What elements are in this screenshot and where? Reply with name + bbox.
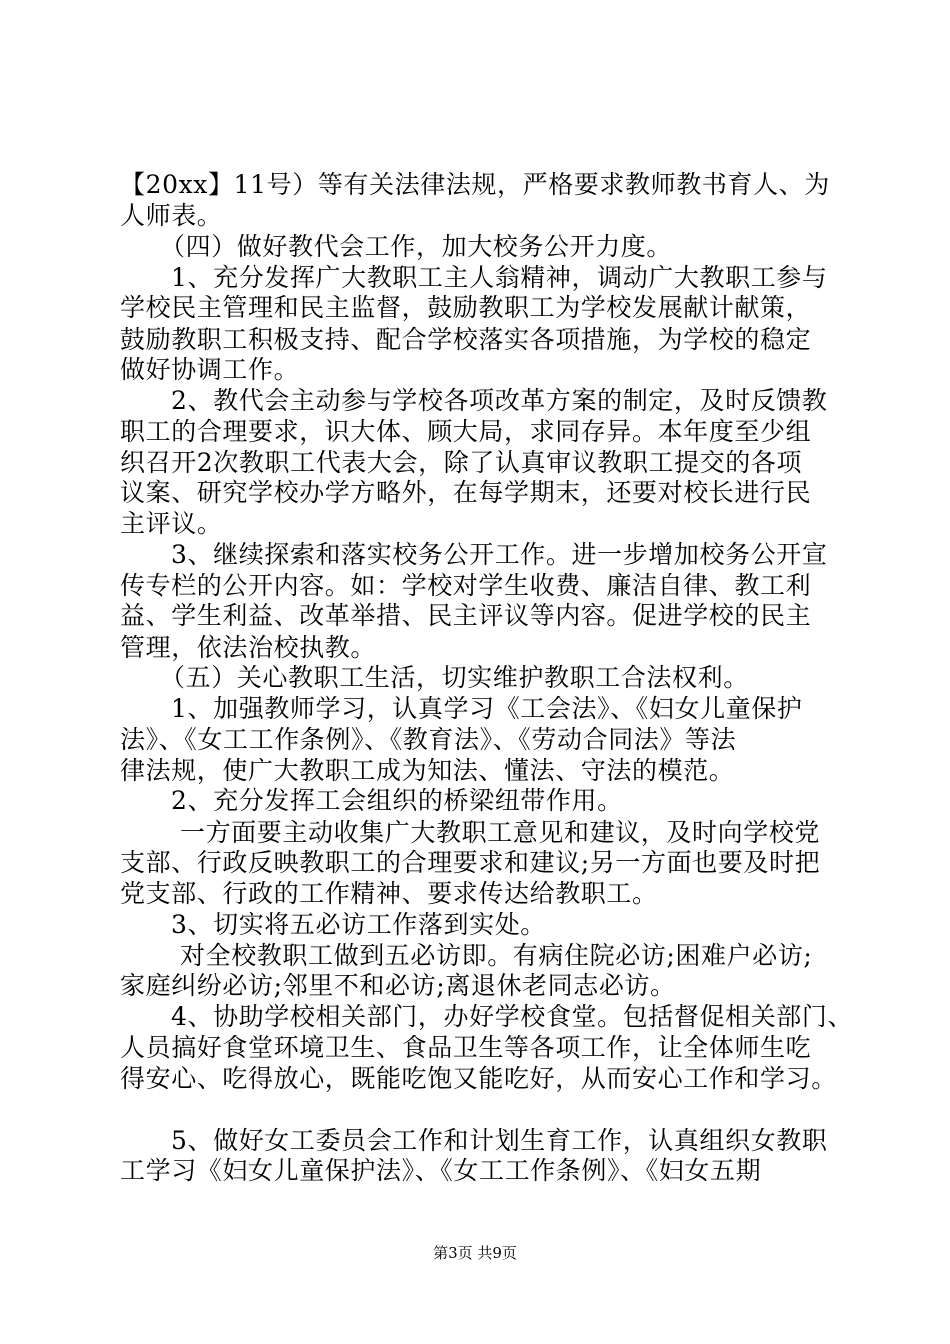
section-heading: （五）关心教职工生活，切实维护教职工合法权利。: [160, 663, 749, 692]
text-line: 做好协调工作。: [120, 355, 300, 384]
text-line: 主评议。: [120, 509, 223, 538]
text-line: 党支部、行政的工作精神、要求传达给教职工。: [120, 879, 658, 908]
text-line: 支部、行政反映教职工的合理要求和建议;另一方面也要及时把: [120, 848, 821, 877]
text-line: 法》、《女工工作条例》、《教育法》、《劳动合同法》等法: [120, 725, 737, 754]
text-line: 对全校教职工做到五必访即。有病住院必访;困难户必访;: [180, 941, 813, 970]
text-line: 传专栏的公开内容。如：学校对学生收费、廉洁自律、教工利: [120, 571, 812, 600]
text-line: 得安心、吃得放心，既能吃饱又能吃好，从而安心工作和学习。: [120, 1064, 837, 1093]
text-line: 5、做好女工委员会工作和计划生育工作，认真组织女教职: [171, 1126, 828, 1155]
text-line: 人员搞好食堂环境卫生、食品卫生等各项工作，让全体师生吃: [120, 1033, 812, 1062]
text-line: 职工的合理要求，识大体、顾大局，求同存异。本年度至少组: [120, 417, 812, 446]
text-line: 鼓励教职工积极支持、配合学校落实各项措施，为学校的稳定: [120, 325, 812, 354]
text-line: 【20xx】11号）等有关法律法规，严格要求教师教书育人、为: [120, 170, 830, 199]
text-line: 管理，依法治校执教。: [120, 633, 377, 662]
text-line: 2、充分发挥工会组织的桥梁纽带作用。: [171, 786, 623, 815]
text-line: 2、教代会主动参与学校各项改革方案的制定，及时反馈教: [171, 386, 828, 415]
text-line: 1、充分发挥广大教职工主人翁精神，调动广大教职工参与: [171, 263, 828, 292]
text-line: 议案、研究学校办学方略外，在每学期末，还要对校长进行民: [120, 478, 812, 507]
text-line: 益、学生利益、改革举措、民主评议等内容。促进学校的民主: [120, 601, 812, 630]
page-number-footer: 第3页 共9页: [433, 1244, 517, 1262]
text-line: 织召开2次教职工代表大会，除了认真审议教职工提交的各项: [120, 448, 803, 477]
text-line: 3、切实将五必访工作落到实处。: [171, 910, 546, 939]
text-line: 3、继续探索和落实校务公开工作。进一步增加校务公开宣: [171, 540, 828, 569]
text-line: 人师表。: [120, 201, 223, 230]
text-line: 学校民主管理和民主监督，鼓励教职工为学校发展献计献策，: [120, 293, 812, 322]
section-heading: （四）做好教代会工作，加大校务公开力度。: [160, 232, 673, 261]
text-line: 律法规，使广大教职工成为知法、懂法、守法的模范。: [120, 756, 735, 785]
text-line: 1、加强教师学习，认真学习《工会法》、《妇女儿童保护: [171, 694, 803, 723]
text-line: 工学习《妇女儿童保护法》、《女工工作条例》、《妇女五期: [120, 1156, 762, 1185]
text-line: 家庭纠纷必访;邻里不和必访;离退休老同志必访。: [120, 971, 676, 1000]
text-line: 4、协助学校相关部门，办好学校食堂。包括督促相关部门、: [171, 1002, 854, 1031]
text-line: 一方面要主动收集广大教职工意见和建议，及时向学校党: [180, 818, 821, 847]
